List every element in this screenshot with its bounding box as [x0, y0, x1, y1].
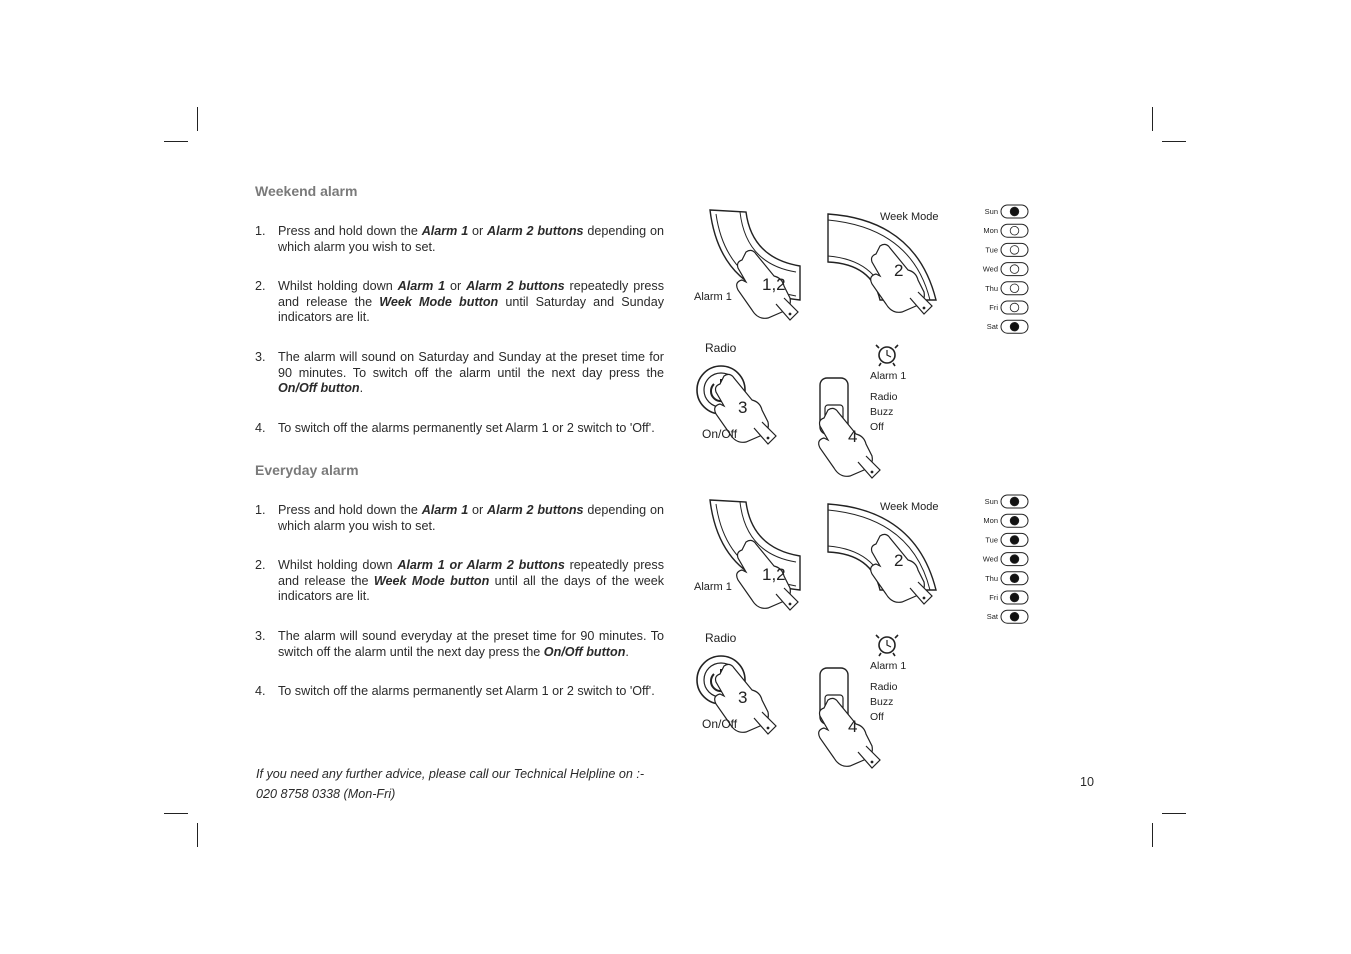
alarm1-button-graphic: [694, 500, 800, 610]
day-indicator-mon: [983, 224, 1028, 237]
switch-radio-label: Radio: [870, 681, 898, 693]
crop-mark: [164, 141, 188, 142]
step-number-label: 3: [738, 688, 748, 707]
illustration-svg: [690, 490, 1040, 760]
emphasis-text: Alarm 1: [397, 279, 446, 293]
alarm-clock-icon: [876, 635, 898, 656]
step: 2. Whilst holding down Alarm 1 or Alarm 2 buttons repeatedly press and release the Week Mode button until all the days of the week indicators are lit.: [255, 558, 664, 603]
day-label: Sun: [984, 207, 998, 216]
step-number-label: 4: [848, 717, 858, 736]
step: 1. Press and hold down the Alarm 1 or Alarm 2 buttons depending on which alarm you wish to set.: [255, 224, 664, 254]
emphasis-text: Week Mode button: [379, 294, 499, 309]
emphasis-text: Alarm 1: [421, 503, 469, 517]
step: 1. Press and hold down the Alarm 1 or Alarm 2 buttons depending on which alarm you wish to set.: [255, 503, 664, 533]
crop-mark: [1152, 107, 1153, 131]
section-heading-weekend: Weekend alarm: [255, 183, 358, 199]
day-label: Sun: [984, 497, 998, 506]
day-label: Tue: [985, 245, 998, 255]
day-label: Tue: [985, 535, 998, 545]
week-mode-button-graphic: [828, 501, 939, 604]
day-label: Wed: [982, 264, 998, 274]
step: 4. To switch off the alarms permanently set Alarm 1 or 2 switch to 'Off'.: [255, 421, 655, 435]
emphasis-text: Alarm 1 or Alarm 2 buttons: [397, 558, 565, 572]
day-indicators: [983, 495, 1028, 623]
step-number-label: 3: [738, 398, 748, 417]
step-number-label: 2: [894, 261, 904, 280]
emphasis-text: Alarm 2 buttons: [466, 279, 565, 293]
switch-off-label: Off: [870, 421, 884, 433]
day-indicator-thu: [985, 572, 1028, 585]
alarm-switch-graphic: [819, 635, 907, 768]
day-indicator-tue: [985, 533, 1028, 546]
day-indicator-thu: [985, 282, 1028, 295]
step-number-label: 4: [848, 427, 858, 446]
switch-buzz-label: Buzz: [870, 406, 894, 418]
day-indicator-sat: [987, 320, 1028, 333]
day-label: Sat: [986, 322, 998, 332]
switch-title-label: Alarm 1: [870, 370, 907, 382]
day-label: Sat: [986, 612, 998, 622]
page-number: 10: [1080, 775, 1095, 789]
indicator-lit-icon: [1010, 555, 1019, 564]
indicator-unlit-icon: [1010, 246, 1019, 255]
step-number-label: 1,2: [762, 565, 786, 584]
crop-mark: [1162, 141, 1186, 142]
step-number-label: 1,2: [762, 275, 786, 294]
indicator-lit-icon: [1010, 574, 1019, 583]
day-indicator-sat: [987, 610, 1028, 623]
week-mode-button-graphic: [828, 211, 939, 314]
emphasis-text: On/Off button: [278, 381, 360, 395]
alarm1-button-graphic: [694, 210, 800, 320]
day-label: Thu: [985, 573, 998, 583]
day-indicator-fri: [989, 591, 1028, 604]
indicator-unlit-icon: [1010, 284, 1019, 293]
indicator-lit-icon: [1010, 207, 1019, 216]
illustration-everyday: [690, 490, 1040, 760]
alarm-switch-graphic: [819, 345, 907, 478]
step-number-label: 2: [894, 551, 904, 570]
helpline-text: If you need any further advice, please call our Technical Helpline on :-: [256, 767, 645, 781]
onoff-button-graphic: [697, 341, 776, 444]
day-indicator-fri: [989, 301, 1028, 314]
day-label: Fri: [989, 303, 998, 312]
indicator-lit-icon: [1010, 497, 1019, 506]
indicator-unlit-icon: [1010, 303, 1019, 312]
indicator-unlit-icon: [1010, 226, 1019, 235]
crop-mark: [1162, 813, 1186, 814]
helpline-number: 020 8758 0338 (Mon-Fri): [256, 787, 396, 801]
day-indicator-tue: [985, 243, 1028, 256]
radio-label: Radio: [705, 631, 737, 645]
switch-off-label: Off: [870, 711, 884, 723]
crop-mark: [197, 823, 198, 847]
day-label: Wed: [982, 554, 998, 564]
onoff-label: On/Off: [702, 717, 738, 731]
section-heading-everyday: Everyday alarm: [255, 462, 359, 478]
switch-radio-label: Radio: [870, 391, 898, 403]
day-indicator-mon: [983, 514, 1028, 527]
day-label: Fri: [989, 593, 998, 602]
switch-buzz-label: Buzz: [870, 696, 894, 708]
crop-mark: [164, 813, 188, 814]
day-label: Mon: [983, 516, 998, 526]
week-mode-label: Week Mode: [880, 211, 939, 223]
emphasis-text: On/Off button: [543, 644, 626, 659]
indicator-lit-icon: [1010, 612, 1019, 621]
week-mode-label: Week Mode: [880, 501, 939, 513]
step: 3. The alarm will sound on Saturday and Sunday at the preset time for 90 minutes. To switch off the alarm until the next day press the On/Off button.: [255, 350, 664, 395]
crop-mark: [1152, 823, 1153, 847]
indicator-lit-icon: [1010, 516, 1019, 525]
day-indicator-wed: [983, 263, 1028, 276]
emphasis-text: Week Mode button: [373, 573, 490, 588]
alarm1-label: Alarm 1: [694, 291, 732, 303]
day-indicator-wed: [983, 553, 1028, 566]
day-label: Mon: [983, 226, 998, 236]
indicator-lit-icon: [1010, 593, 1019, 602]
step: 3. The alarm will sound everyday at the preset time for 90 minutes. To switch off the alarm until the next day press the On/Off button.: [255, 629, 664, 659]
alarm1-label: Alarm 1: [694, 581, 732, 593]
day-indicators: [983, 205, 1028, 333]
illustration-svg: [690, 200, 1040, 470]
emphasis-text: Alarm 2 buttons: [487, 503, 584, 517]
indicator-lit-icon: [1010, 322, 1019, 331]
illustration-weekend: [690, 200, 1040, 470]
onoff-button-graphic: [697, 631, 776, 734]
step: 2. Whilst holding down Alarm 1 or Alarm 2 buttons repeatedly press and release the Week Mode button until Saturday and Sunday indicators are lit.: [255, 279, 664, 324]
day-indicator-sun: [985, 495, 1028, 508]
alarm-clock-icon: [876, 345, 898, 366]
radio-label: Radio: [705, 341, 737, 355]
step: 4. To switch off the alarms permanently set Alarm 1 or 2 switch to 'Off'.: [255, 684, 655, 698]
indicator-unlit-icon: [1010, 265, 1019, 274]
indicator-lit-icon: [1010, 536, 1019, 545]
crop-mark: [197, 107, 198, 131]
emphasis-text: Alarm 2 buttons: [487, 224, 584, 238]
day-label: Thu: [985, 283, 998, 293]
switch-title-label: Alarm 1: [870, 660, 907, 672]
emphasis-text: Alarm 1: [421, 224, 469, 238]
day-indicator-sun: [985, 205, 1028, 218]
onoff-label: On/Off: [702, 427, 738, 441]
